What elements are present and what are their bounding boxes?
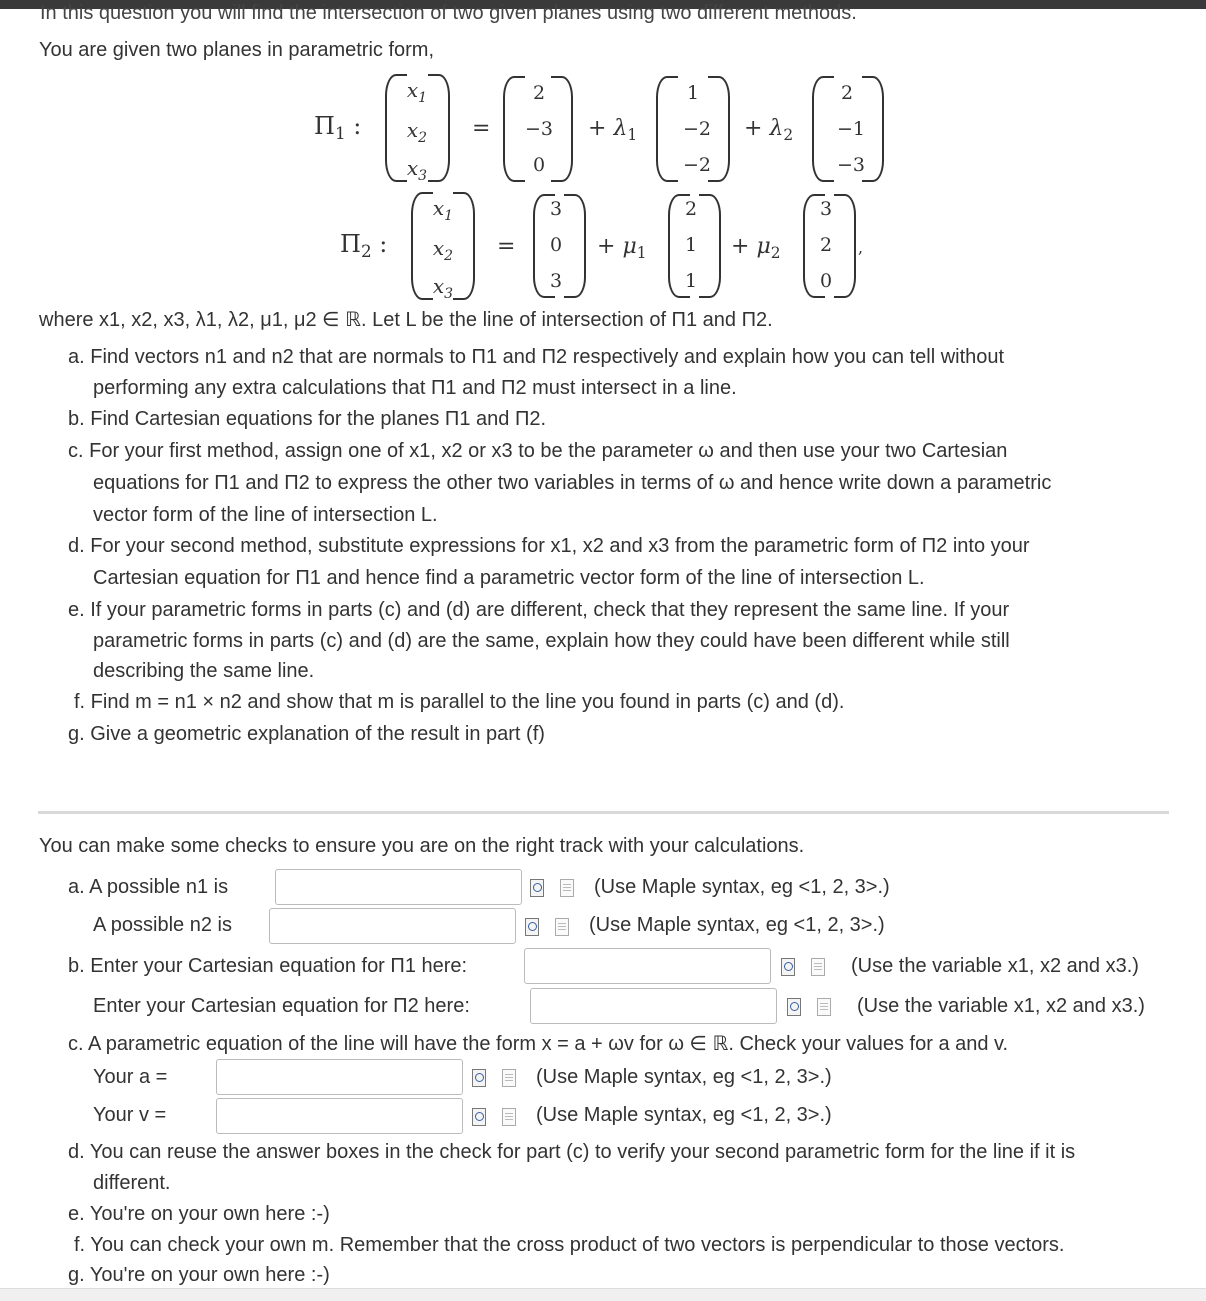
plane-2-point-1: 3 (549, 198, 563, 220)
plane2-var-hint: (Use the variable x1, x2 and x3.) (857, 995, 1145, 1017)
n1-answer-input[interactable] (275, 869, 522, 905)
your-v-label: Your v = (93, 1104, 167, 1126)
intro-line-1: In this question you will find the intersection of two given planes using two different methods. (40, 2, 857, 24)
syntax-help-icon[interactable] (502, 1069, 516, 1087)
plane-1-lhs-x3: $x_3$ (406, 156, 428, 184)
plane-2-lhs-x2: $x_2$ (432, 236, 454, 264)
question-a-line-2: performing any extra calculations that Π1 and Π2 must intersect in a line. (93, 377, 737, 399)
check-a-n2-label: A possible n2 is (93, 914, 232, 936)
plane-2-dir2-2: 2 (819, 234, 833, 256)
question-g: g. Give a geometric explanation of the result in part (f) (68, 723, 545, 745)
plane-2-dir1-3: 1 (684, 270, 698, 292)
check-e: e. You're on your own here :-) (68, 1203, 330, 1225)
plane-1-lhs-x1: $x_1$ (406, 78, 428, 106)
plane1-var-hint: (Use the variable x1, x2 and x3.) (851, 955, 1139, 977)
checks-intro: You can make some checks to ensure you are on the right track with your calculations. (39, 835, 805, 857)
plane-1-dir1-1: 1 (686, 82, 700, 104)
preview-icon[interactable] (781, 958, 795, 976)
plane-2-lhs-x3: $x_3$ (432, 274, 454, 302)
bottom-bar (0, 1288, 1206, 1301)
a-vector-input[interactable] (216, 1059, 463, 1095)
preview-icon[interactable] (525, 918, 539, 936)
question-e-line-3: describing the same line. (93, 660, 315, 682)
plane-2-point-3: 3 (549, 270, 563, 292)
check-b2-label: Enter your Cartesian equation for Π2 here: (93, 995, 470, 1017)
question-c-line-1: c. For your first method, assign one of x1, x2 or x3 to be the parameter ω and then use your two Cartesian (68, 440, 1008, 462)
your-a-label: Your a = (93, 1066, 168, 1088)
plane-1-dir2-3: −3 (836, 154, 865, 176)
preview-icon[interactable] (472, 1069, 486, 1087)
plane-2-dir2-1: 3 (819, 198, 833, 220)
question-b: b. Find Cartesian equations for the planes Π1 and Π2. (68, 408, 547, 430)
plane1-cartesian-input[interactable] (524, 948, 771, 984)
plane-1-point-2: −3 (524, 118, 553, 140)
n2-maple-hint: (Use Maple syntax, eg <1, 2, 3>.) (589, 914, 885, 936)
check-f: f. You can check your own m. Remember that the cross product of two vectors is perpendicular to those vectors. (74, 1234, 1065, 1256)
question-f: f. Find m = n1 × n2 and show that m is parallel to the line you found in parts (c) and (d). (74, 691, 845, 713)
n1-maple-hint: (Use Maple syntax, eg <1, 2, 3>.) (594, 876, 890, 898)
plane-2-point-2: 0 (549, 234, 563, 256)
question-c-line-2: equations for Π1 and Π2 to express the other two variables in terms of ω and hence write down a parametric (93, 472, 1052, 494)
plane-1-dir1-3: −2 (682, 154, 711, 176)
plane-1-label: $\Pi_1$ : (314, 112, 362, 143)
plane-1-dir2-1: 2 (840, 82, 854, 104)
question-e-line-1: e. If your parametric forms in parts (c) and (d) are different, check that they represent the same line. If your (68, 599, 1010, 621)
plane-2-label: $\Pi_2$ : (340, 230, 388, 261)
check-d-line-1: d. You can reuse the answer boxes in the check for part (c) to verify your second parametric form for the line if it is (68, 1141, 1076, 1163)
syntax-help-icon[interactable] (817, 998, 831, 1016)
question-c-line-3: vector form of the line of intersection L. (93, 504, 438, 526)
question-e-line-2: parametric forms in parts (c) and (d) are the same, explain how they could have been different while still (93, 630, 1010, 652)
preview-icon[interactable] (530, 879, 544, 897)
v-maple-hint: (Use Maple syntax, eg <1, 2, 3>.) (536, 1104, 832, 1126)
plane-1-point-3: 0 (532, 154, 546, 176)
a-maple-hint: (Use Maple syntax, eg <1, 2, 3>.) (536, 1066, 832, 1088)
plane-2-lhs-x1: $x_1$ (432, 196, 454, 224)
question-d-line-1: d. For your second method, substitute expressions for x1, x2 and x3 from the parametric form of Π2 into your (68, 535, 1030, 557)
plane-1-point-1: 2 (532, 82, 546, 104)
preview-icon[interactable] (472, 1108, 486, 1126)
plane-1-dir2-2: −1 (836, 118, 865, 140)
n2-answer-input[interactable] (269, 908, 516, 944)
syntax-help-icon[interactable] (502, 1108, 516, 1126)
plane-2-dir2-3: 0 (819, 270, 833, 292)
plane-2-dir1-2: 1 (684, 234, 698, 256)
plane2-cartesian-input[interactable] (530, 988, 777, 1024)
syntax-help-icon[interactable] (811, 958, 825, 976)
plane-1-dir1-2: −2 (682, 118, 711, 140)
v-vector-input[interactable] (216, 1098, 463, 1134)
check-d-line-2: different. (93, 1172, 171, 1194)
check-g: g. You're on your own here :-) (68, 1264, 330, 1286)
check-b1-label: b. Enter your Cartesian equation for Π1 here: (68, 955, 468, 977)
preview-icon[interactable] (787, 998, 801, 1016)
plane-2-dir1-1: 2 (684, 198, 698, 220)
question-d-line-2: Cartesian equation for Π1 and hence find a parametric vector form of the line of intersection L. (93, 567, 925, 589)
question-a-line-1: a. Find vectors n1 and n2 that are normals to Π1 and Π2 respectively and explain how you can tell without (68, 346, 1005, 368)
where-text: where x1, x2, x3, λ1, λ2, μ1, μ2 ∈ ℝ. Let L be the line of intersection of Π1 and Π2. (39, 309, 773, 331)
check-c-intro: c. A parametric equation of the line will have the form x = a + ωv for ω ∈ ℝ. Check your values for a and v. (68, 1033, 1009, 1055)
syntax-help-icon[interactable] (555, 918, 569, 936)
section-divider (38, 811, 1169, 814)
syntax-help-icon[interactable] (560, 879, 574, 897)
check-a-n1-label: a. A possible n1 is (68, 876, 229, 898)
intro-line-2: You are given two planes in parametric form, (39, 39, 435, 61)
plane-1-lhs-x2: $x_2$ (406, 118, 428, 146)
